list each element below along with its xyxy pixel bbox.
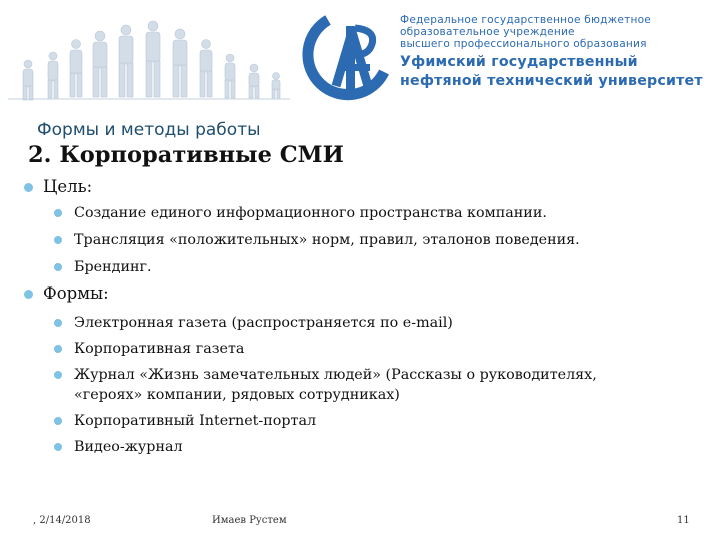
- list-item-text: Корпоративная газета: [74, 341, 245, 357]
- list-item: [22, 339, 702, 359]
- bullet-icon: [54, 443, 62, 451]
- bullet-icon: [24, 290, 33, 299]
- footer-author: Имаев Рустем: [212, 515, 287, 526]
- section-heading-goal: [22, 176, 702, 198]
- org-line: образовательное учреждение: [400, 26, 575, 38]
- header-banner: [0, 0, 720, 112]
- list-item-text: Корпоративный Internet-портал: [74, 413, 317, 429]
- bullet-icon: [54, 371, 62, 379]
- forms-list: [22, 313, 702, 457]
- list-item: [22, 411, 702, 431]
- list-item: [22, 365, 702, 385]
- university-name: [400, 53, 712, 91]
- university-name-line: Уфимский государственный: [400, 54, 638, 70]
- list-item: [22, 203, 702, 223]
- list-item-text: Трансляция «положительных» норм, правил, эталонов поведения.: [74, 232, 580, 248]
- slide-content: [22, 176, 702, 457]
- people-figures-illustration: [8, 14, 290, 104]
- bullet-icon: [54, 345, 62, 353]
- footer-date: , 2/14/2018: [33, 515, 91, 526]
- university-name-line: нефтяной технический университет: [400, 73, 703, 89]
- footer-page-number: 11: [677, 515, 690, 526]
- bullet-icon: [54, 236, 62, 244]
- university-emblem-icon: [298, 12, 394, 102]
- bullet-icon: [54, 417, 62, 425]
- list-item-text: «героях» компании, рядовых сотрудниках): [74, 387, 400, 403]
- list-item-text: Создание единого информационного пространства компании.: [74, 205, 547, 221]
- slide-subtitle: Формы и методы работы: [37, 120, 261, 140]
- list-item: [22, 230, 702, 250]
- organization-type-text: [400, 14, 712, 50]
- bullet-icon: [54, 263, 62, 271]
- goal-list: [22, 203, 702, 277]
- list-item-text: Брендинг.: [74, 259, 152, 275]
- org-line: высшего профессионального образования: [400, 38, 647, 50]
- list-item: [22, 313, 702, 333]
- org-line: Федеральное государственное бюджетное: [400, 14, 651, 26]
- bullet-icon: [54, 319, 62, 327]
- section-label: Формы:: [43, 284, 109, 303]
- list-item-text: Журнал «Жизнь замечательных людей» (Рассказы о руководителях,: [74, 367, 597, 383]
- section-label: Цель:: [43, 177, 93, 196]
- list-item: [22, 257, 702, 277]
- list-item-continuation: [22, 385, 702, 405]
- bullet-icon: [24, 183, 33, 192]
- section-heading-forms: [22, 283, 702, 305]
- list-item-text: Электронная газета (распространяется по e-mail): [74, 315, 453, 331]
- slide-title: 2. Корпоративные СМИ: [28, 142, 344, 168]
- bullet-icon: [54, 209, 62, 217]
- list-item-text: Видео-журнал: [74, 439, 183, 455]
- list-item: [22, 437, 702, 457]
